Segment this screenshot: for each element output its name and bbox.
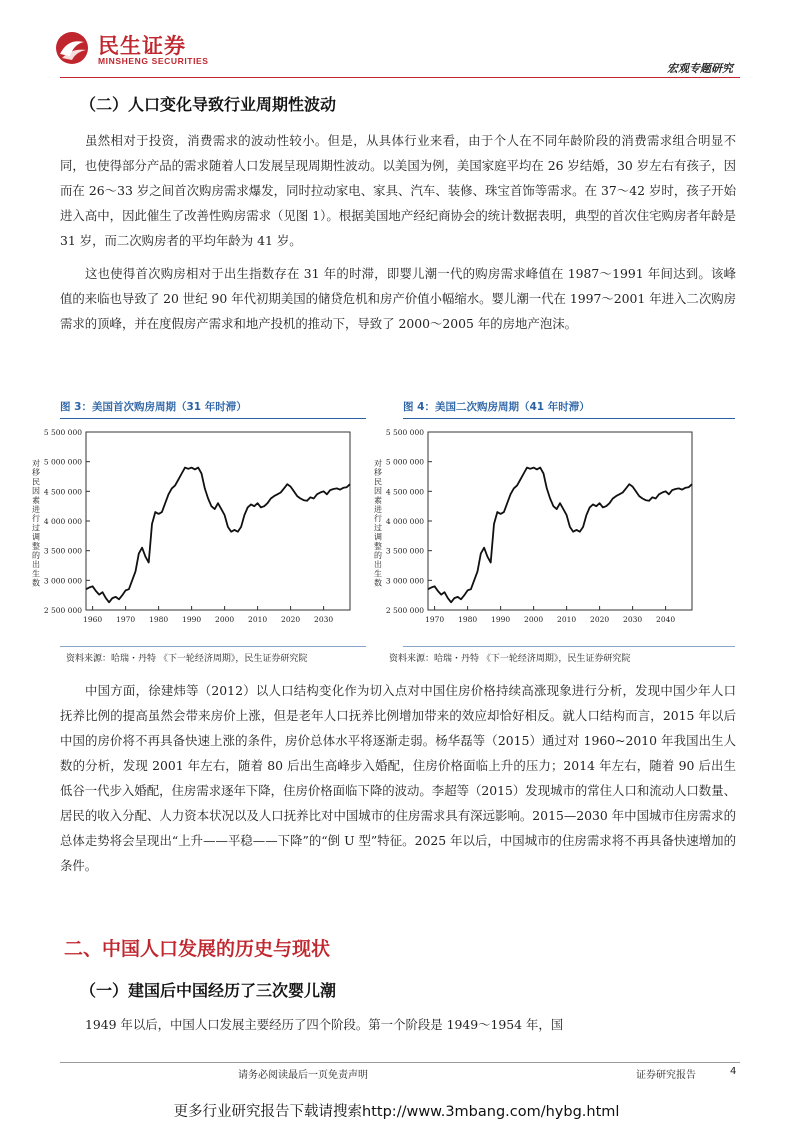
paragraph: 虽然相对于投资，消费需求的波动性较小。但是，从具体行业来看，由于个人在不同年龄阶段的消费需求组合明显不同，也使得部分产品的需求随着人口发展呈现周期性波动。以美国为例，美国家庭平均在 26 岁结婚，30 岁左右有孩子，因而在 26～33 岁之间首次购房需求爆发，同时拉动家电、家具、汽车、装修、珠宝首饰等需求。在 37～42 岁时，孩子开始进入高中，因此催生了改善性购房需求（见图 1）。根据美国地产经纪商协会的统计数据表明，典型的首次住宅购房者年龄是 31 岁，而二次购房者的平均年龄为 41 岁。 [60, 133, 736, 248]
promo-link[interactable]: 更多行业研究报告下载请搜索http://www.3mbang.com/hybg.html [173, 1104, 620, 1120]
figure-3-chart [24, 422, 364, 642]
section-b-body [60, 1012, 736, 1037]
x-tick-label: 2020 [590, 615, 610, 624]
y-tick-label: 4 500 000 [43, 487, 82, 497]
section-a-body [60, 128, 736, 336]
y-tick-label: 3 500 000 [43, 546, 82, 556]
paragraph: 中国方面，徐建炜等（2012）以人口结构变化作为切入点对中国住房价格持续高涨现象进行分析，发现中国少年人口抚养比例的提高虽然会带来房价上涨，但是老年人口抚养比例增加带来的效应却恰好相反。就人口结构而言，2015 年以后中国的房价将不再具备快速上涨的条件，房价总体水平将逐渐走弱。杨华磊等（2015）通过对 1960~2010 年我国出生人数的分析，发现 2001 年左右，随着 80 后出生高峰步入婚配，住房价格面临上升的压力；2014 年左右，随着 90 后出生低谷一代步入婚配，住房需求逐年下降，住房价格面临下降的波动。李超等（2015）发现城市的常住人口和流动人口数量、居民的收入分配、人力资本状况以及人口抚养比对中国城市的住房需求具有深远影响。2015—2030 年中国城市住房需求的总体走势将会呈现出“上升——平稳——下降”的“倒 U 型”特征。2025 年以后，中国城市的住房需求将不再具备快速增加的条件。 [60, 683, 736, 873]
header-divider [60, 77, 740, 78]
x-tick-label: 1970 [425, 615, 445, 624]
x-tick-label: 2010 [557, 615, 577, 624]
x-tick-label: 2030 [623, 615, 643, 624]
brand-name-cn: 民生证券 [98, 34, 186, 58]
disclaimer-link[interactable]: 请务必阅读最后一页免责声明 [238, 1070, 368, 1081]
figure-4-rule [403, 418, 735, 419]
section-heading: （二）人口变化导致行业周期性波动 [80, 95, 337, 114]
x-tick-label: 1990 [182, 615, 202, 624]
report-type: 宏观专题研究 [667, 62, 733, 75]
y-axis-label: 对移民因素进行过调整的出生数 [32, 459, 40, 588]
x-tick-label: 2000 [524, 615, 544, 624]
figure-3-title: 图 3：美国首次购房周期（31 年时滞） [60, 401, 247, 413]
section-heading: （一）建国后中国经历了三次婴儿潮 [80, 981, 337, 1000]
page-number: 4 [730, 1066, 737, 1077]
report-label: 证券研究报告 [636, 1070, 696, 1081]
brand-name-en: MINSHENG SECURITIES [98, 56, 209, 66]
y-axis-label: 对移民因素进行过调整的出生数 [374, 459, 382, 588]
y-tick-label: 2 500 000 [385, 606, 424, 615]
y-tick-label: 4 000 000 [385, 517, 424, 526]
figure-4-footer-rule [403, 646, 735, 647]
y-tick-label: 5 000 000 [43, 457, 82, 467]
x-tick-label: 2010 [248, 615, 268, 624]
figure-4-title: 图 4：美国二次购房周期（41 年时滞） [403, 401, 590, 413]
x-tick-label: 2020 [281, 615, 301, 624]
y-tick-label: 5 500 000 [385, 428, 424, 437]
chapter-heading: 二、中国人口发展的历史与现状 [64, 938, 331, 960]
y-tick-label: 3 000 000 [43, 576, 82, 586]
y-tick-label: 3 500 000 [385, 546, 424, 556]
plot-frame [86, 432, 350, 610]
x-tick-label: 2000 [215, 615, 235, 624]
x-tick-label: 1980 [149, 615, 169, 624]
y-tick-label: 5 500 000 [43, 428, 82, 437]
series-line [86, 468, 350, 603]
y-tick-label: 4 500 000 [385, 487, 424, 497]
figure-3-footer-rule [60, 646, 366, 647]
x-tick-label: 1980 [458, 615, 478, 624]
x-tick-label: 2040 [656, 615, 676, 624]
y-tick-label: 3 000 000 [385, 576, 424, 586]
paragraph: 1949 年以后，中国人口发展主要经历了四个阶段。第一个阶段是 1949～1954 年，国 [85, 1017, 564, 1032]
paragraph: 这也使得首次购房相对于出生指数存在 31 年的时滞，即婴儿潮一代的购房需求峰值在 1987～1991 年间达到。该峰值的来临也导致了 20 世纪 90 年代初期美国的储贷危机和房产价值小幅缩水。婴儿潮一代在 1997～2001 年进入二次购房需求的顶峰，并在度假房产需求和地产投机的推动下，导致了 2000～2005 年的房地产泡沫。 [60, 266, 736, 331]
brand-logo-icon [52, 30, 92, 66]
y-tick-label: 2 500 000 [43, 606, 82, 615]
figure-4-chart [366, 422, 706, 642]
x-tick-label: 1960 [83, 615, 103, 624]
section-a2-body [60, 678, 736, 878]
plot-frame [428, 432, 692, 610]
y-tick-label: 4 000 000 [43, 517, 82, 526]
x-tick-label: 2030 [314, 615, 334, 624]
series-line [428, 468, 692, 603]
y-tick-label: 5 000 000 [385, 457, 424, 467]
figure-3-source: 资料来源：哈瑞・丹特 《下一轮经济周期》，民生证券研究院 [66, 654, 308, 664]
x-tick-label: 1970 [116, 615, 136, 624]
figure-4-source: 资料来源：哈瑞・丹特 《下一轮经济周期》，民生证券研究院 [389, 654, 631, 664]
figure-3-rule [60, 418, 366, 419]
x-tick-label: 1990 [491, 615, 511, 624]
footer-divider [60, 1062, 740, 1063]
